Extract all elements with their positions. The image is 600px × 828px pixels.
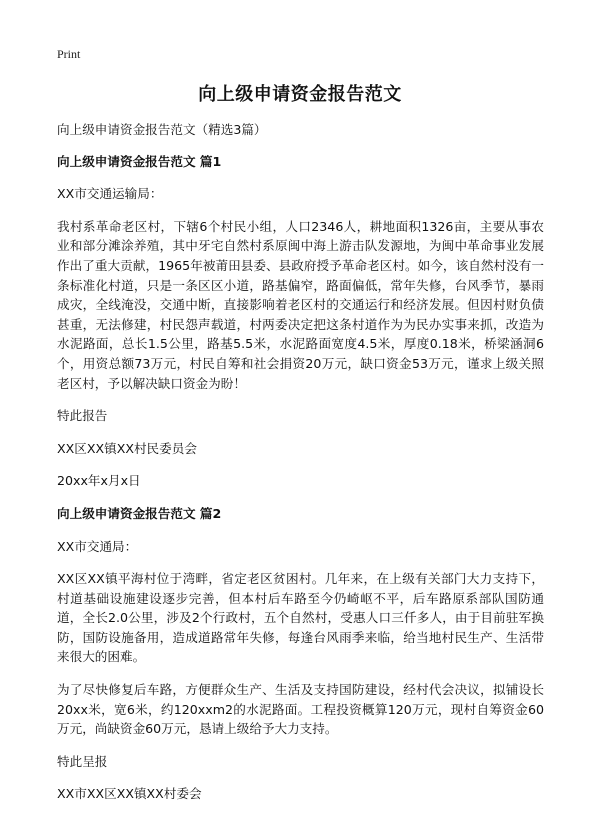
body-paragraph-2b: 为了尽快修复后车路，方便群众生产、生活及支持国防建设，经村代会决议，拟铺设长20xx米，宽6米，约120xxm2的水泥路面。工程投资概算120万元，现村自筹资金60万元，尚缺资金60万元，恳请上级给予大力支持。 [57, 682, 544, 737]
date-1: 20xx年x月x日 [57, 473, 141, 489]
document-subtitle: 向上级申请资金报告范文（精选3篇） [57, 122, 267, 137]
print-link[interactable]: Print [57, 47, 81, 61]
document-title: 向上级申请资金报告范文 [198, 84, 402, 105]
section-heading-2: 向上级申请资金报告范文 篇2 [57, 505, 222, 521]
closing-1: 特此报告 [57, 408, 108, 424]
document-body [57, 120, 544, 817]
signature-1: XX区XX镇XX村民委员会 [57, 440, 197, 456]
salutation-1: XX市交通运输局： [57, 186, 163, 202]
signature-2: XX市XX区XX镇XX村委会 [57, 786, 202, 802]
body-paragraph-2a: XX区XX镇平海村位于湾畔，省定老区贫困村。几年来，在上级有关部门大力支持下，村道基础设施建设逐步完善，但本村后车路至今仍崎岖不平，后车路原系部队国防通道，全长2.0公里，涉及2个行政村，五个自然村，受惠人口三仟多人，由于目前驻军换防，国防设施备用，造成道路常年失修，每逢台风雨季来临，给当地村民生产、生活带来很大的困难。 [57, 571, 544, 665]
section-heading-1: 向上级申请资金报告范文 篇1 [57, 153, 222, 169]
salutation-2: XX市交通局： [57, 538, 138, 554]
closing-2: 特此呈报 [57, 753, 108, 769]
body-paragraph-1: 我村系革命老区村，下辖6个村民小组，人口2346人，耕地面积1326亩，主要从事农业和部分滩涂养殖，其中牙宅自然村系原闽中海上游击队发源地，为闽中革命事业发展作出了重大贡献，1965年被莆田县委、县政府授予革命老区村。如今，该自然村没有一条标准化村道，只是一条区区小道，路基偏窄，路面偏低，常年失修，台风季节，暴雨成灾，全线淹没，交通中断，直接影响着老区村的交通运行和经济发展。但因村财负债甚重，无法修建，村民怨声载道，村两委决定把这条村道作为为民办实事来抓，改造为水泥路面，总长1.5公里，路基5.5米，水泥路面宽度4.5米，厚度0.18米，桥梁涵洞6个，用资总额73万元，村民自筹和社会捐资20万元，缺口资金53万元，谨求上级关照老区村，予以解决缺口资金为盼！ [57, 218, 544, 391]
